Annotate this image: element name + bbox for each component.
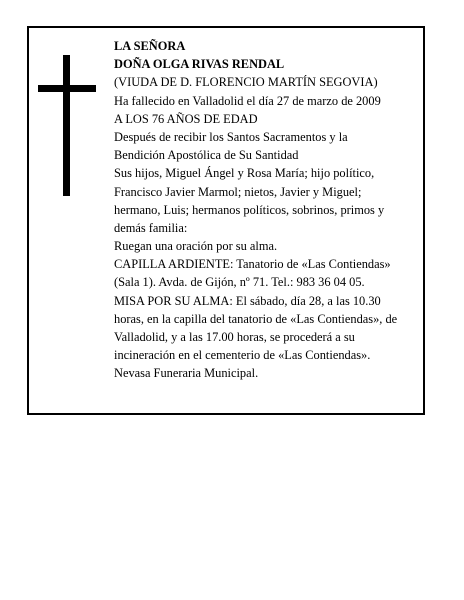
cross-icon-crossbar: [38, 85, 96, 92]
obituary-text: [114, 37, 426, 383]
sacraments-line-2: Bendición Apostólica de Su Santidad: [114, 148, 299, 163]
family-line-2: Francisco Javier Marmol; nietos, Javier y Miguel;: [114, 184, 362, 199]
funeral-home-line: Nevasa Funeraria Municipal.: [114, 366, 259, 381]
family-line-3: hermano, Luis; hermanos políticos, sobrinos, primos y: [114, 202, 385, 217]
mass-line-1: MISA POR SU ALMA: El sábado, día 28, a las 10.30: [114, 293, 381, 308]
chapel-line-1: CAPILLA ARDIENTE: Tanatorio de «Las Contiendas»: [114, 257, 391, 272]
death-date-line: Ha fallecido en Valladolid el día 27 de marzo de 2009: [114, 93, 381, 108]
mass-line-4: incineración en el cementerio de «Las Contiendas».: [114, 348, 371, 363]
mass-line-2: horas, en la capilla del tanatorio de «Las Contiendas», de: [114, 311, 398, 326]
widow-of-line: (VIUDA DE D. FLORENCIO MARTÍN SEGOVIA): [114, 75, 378, 90]
mass-line-3: Valladolid, y a las 17.00 horas, se procederá a su: [114, 330, 355, 344]
sacraments-line-1: Después de recibir los Santos Sacramentos y la: [114, 129, 348, 144]
family-line-4: demás familia:: [114, 220, 188, 235]
cross-icon: [63, 55, 70, 196]
age-line: A LOS 76 AÑOS DE EDAD: [114, 111, 258, 126]
deceased-name: DOÑA OLGA RIVAS RENDAL: [114, 57, 285, 72]
notice-heading: LA SEÑORA: [114, 39, 186, 53]
family-line-1: Sus hijos, Miguel Ángel y Rosa María; hijo político,: [114, 166, 375, 181]
chapel-line-2: (Sala 1). Avda. de Gijón, nº 71. Tel.: 983 36 04 05.: [114, 275, 365, 290]
prayer-request-line: Ruegan una oración por su alma.: [114, 239, 278, 254]
